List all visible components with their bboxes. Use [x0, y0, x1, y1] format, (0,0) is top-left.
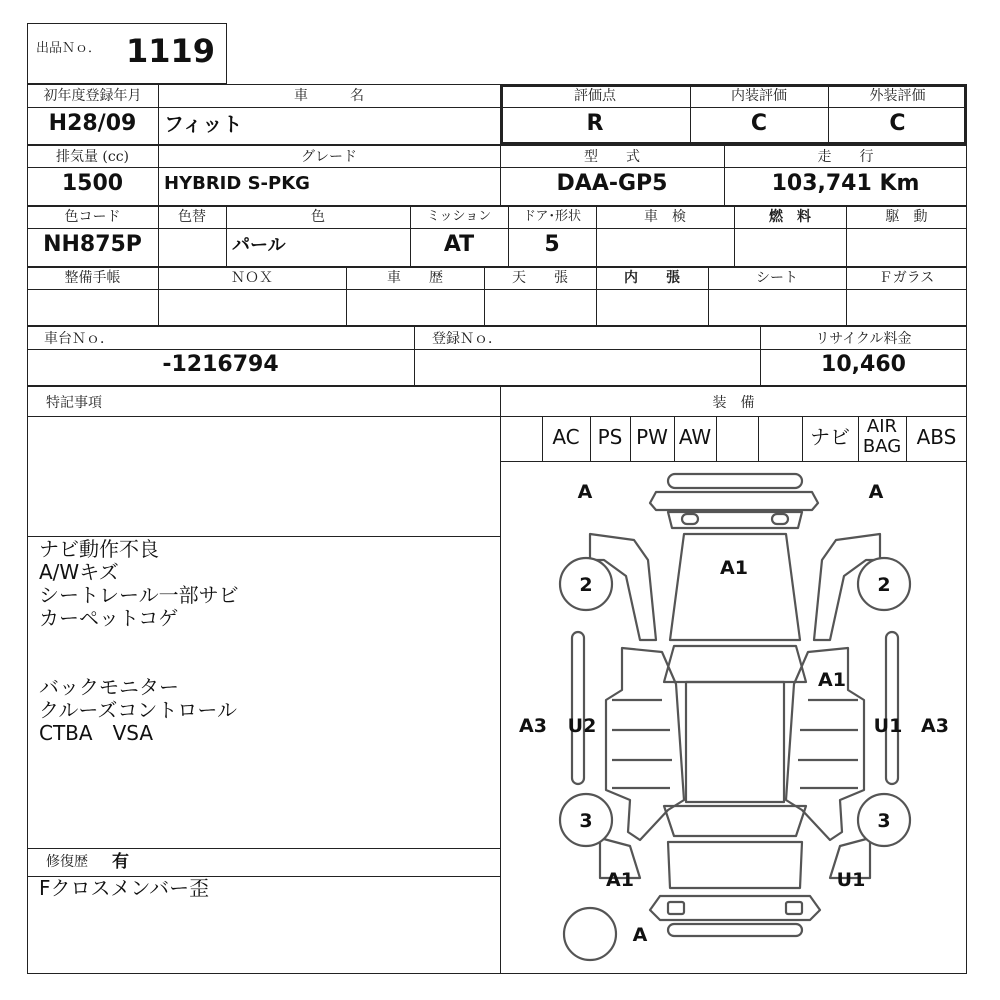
equip-pw: PW [636, 425, 668, 449]
chassis-value: -1216794 [162, 352, 279, 377]
damage-mark: A3 [519, 715, 547, 737]
color-value: パール [232, 235, 286, 256]
lot-label: 出品Ｎｏ． [36, 41, 102, 56]
car-name-label: 車 名 [294, 88, 364, 104]
note-line: カーペットコゲ [39, 606, 179, 630]
damage-mark: 2 [877, 574, 891, 596]
damage-mark: A1 [720, 557, 748, 579]
damage-mark: A [577, 481, 593, 503]
note-line: ナビ動作不良 [39, 537, 159, 561]
damage-mark: U2 [567, 715, 597, 737]
recycle-label: リサイクル料金 [815, 331, 912, 347]
seat-label: シート [756, 270, 798, 286]
damage-mark: A [868, 481, 884, 503]
equip-ac: AC [552, 425, 580, 449]
equip-ps: PS [597, 425, 623, 449]
model-label: 型 式 [584, 149, 640, 165]
mileage-value: 103,741 Km [771, 171, 920, 196]
car-name-value: フィット [164, 112, 243, 136]
note-line [39, 630, 239, 653]
first-reg-label: 初年度登録年月 [43, 88, 142, 104]
headliner-label: 天 張 [512, 270, 568, 286]
damage-mark: U1 [873, 715, 903, 737]
exterior-label: 外装評価 [869, 88, 926, 104]
repair-history-label: 修復歴 [46, 854, 88, 870]
repair-note: Fクロスメンバー歪 [39, 876, 210, 900]
damage-mark: A [632, 924, 648, 946]
damage-mark: A1 [606, 869, 634, 891]
exterior-value: C [889, 111, 906, 136]
color-code-label: 色コード [64, 209, 121, 225]
repair-history-value: 有 [112, 852, 129, 872]
damage-mark: A3 [921, 715, 949, 737]
equipment-label: 装 備 [712, 395, 755, 411]
notes-list [39, 538, 239, 745]
equip-airbag: AIR BAG [862, 416, 902, 457]
note-line: CTBA VSA [39, 721, 154, 745]
damage-mark: 3 [877, 810, 891, 832]
mission-label: ミッション [426, 209, 492, 224]
car-damage-diagram [500, 462, 967, 974]
damage-mark: U1 [836, 869, 866, 891]
chassis-label: 車台Ｎｏ． [44, 331, 114, 347]
mission-value: AT [443, 232, 475, 257]
displacement-value: 1500 [61, 171, 124, 196]
color-code-value: NH875P [43, 232, 142, 257]
note-line [39, 653, 239, 676]
interior-trim-label: 内 張 [624, 270, 680, 286]
nox-label: ＮＯＸ [231, 270, 273, 286]
color-label: 色 [311, 209, 325, 225]
damage-mark: A1 [818, 669, 846, 691]
spare-tire-icon [564, 908, 616, 960]
lot-number: 1119 [126, 32, 216, 70]
door-label: ドア･形状 [522, 209, 582, 224]
equip-abs: ABS [916, 425, 957, 449]
note-line: クルーズコントロール [39, 698, 237, 722]
model-value: DAA-GP5 [556, 171, 668, 196]
first-reg-value: H28/09 [48, 111, 137, 136]
notes-label: 特記事項 [46, 395, 102, 411]
maintenance-book-label: 整備手帳 [64, 270, 121, 286]
drive-label: 駆 動 [885, 209, 928, 225]
displacement-label: 排気量 (cc) [55, 149, 130, 165]
recycle-value: 10,460 [821, 352, 906, 377]
score-value: R [586, 111, 604, 136]
grade-value: HYBRID S-PKG [164, 173, 310, 194]
inspection-label: 車 検 [644, 209, 686, 225]
note-line: シートレール一部サビ [39, 583, 239, 607]
registration-label: 登録Ｎｏ． [432, 331, 502, 347]
door-value: 5 [544, 232, 560, 257]
damage-mark: 2 [579, 574, 593, 596]
interior-value: C [750, 111, 768, 136]
score-label: 評価点 [574, 88, 616, 104]
damage-mark: 3 [579, 810, 593, 832]
interior-label: 内装評価 [731, 88, 787, 104]
fuel-label: 燃 料 [769, 209, 811, 225]
equip-navi: ナビ [810, 425, 850, 449]
windshield-label: Ｆガラス [878, 270, 935, 286]
note-line: A/Wキズ [39, 560, 119, 584]
mileage-label: 走 行 [817, 149, 874, 165]
grade-label: グレード [301, 149, 357, 165]
note-line: バックモニター [39, 675, 179, 699]
equip-aw: AW [678, 425, 712, 449]
color-change-label: 色替 [178, 209, 206, 225]
vehicle-history-label: 車 歴 [387, 270, 443, 286]
